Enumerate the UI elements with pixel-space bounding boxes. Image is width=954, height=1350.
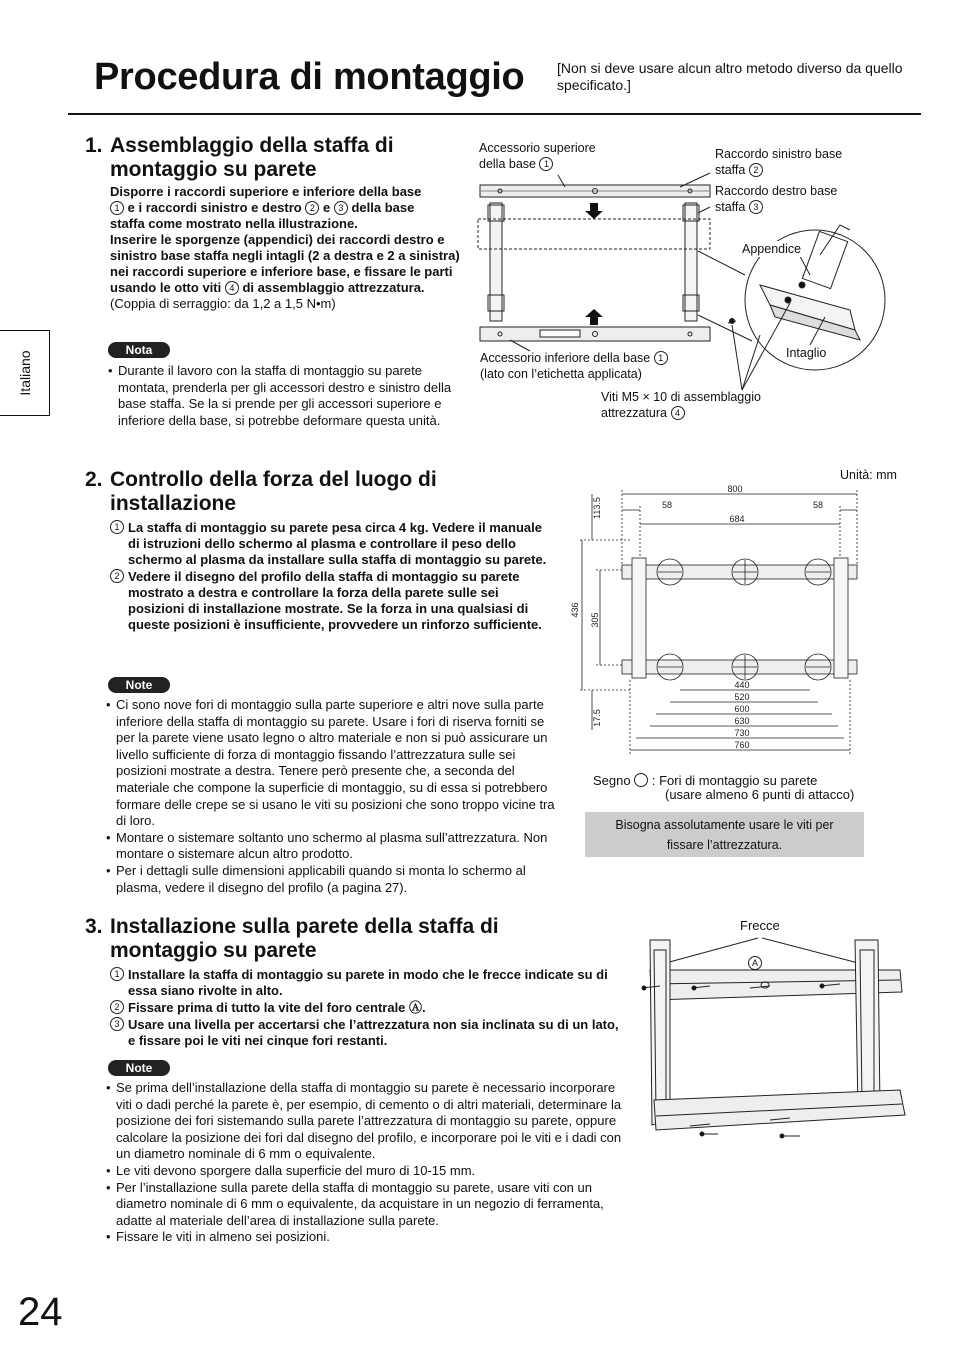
dim-436: 436 — [570, 602, 580, 618]
title-rule — [68, 113, 921, 115]
dim-800: 800 — [727, 484, 743, 494]
section-1-text-4: Inserire le sporgenze (appendici) dei raccordi destro e sinistro base staffa negli intagli (2 a destra e 2 a sinistra) nei raccordi superiore e inferiore base, e fissare le parti usando le otto viti — [110, 232, 460, 295]
note-item: • Fissare le viti in almeno sei posizioni. — [106, 1229, 628, 1246]
page-title: Procedura di montaggio — [94, 56, 525, 98]
page-subtitle: [Non si deve usare alcun altro metodo diverso da quello specificato.] — [557, 60, 903, 93]
label-screws-line1: Viti M5 × 10 di assemblaggio — [601, 390, 761, 404]
section-2-heading — [85, 468, 505, 516]
marker-1: 1 — [539, 157, 553, 171]
section-1-notes — [108, 363, 460, 429]
dim-58-left: 58 — [661, 500, 673, 510]
note-item: • Ci sono nove fori di montaggio sulla parte superiore e altri nove sulla parte inferiore della staffa di montaggio su parete. Usare i fori di riserva forniti se per la parete viene usato legno o altro materiale e non si può assicurare un livello sufficiente di forza di montaggio fissando l’attrezzatura sulle sei posizioni mostrate a destra. Tenere però presente che, a seconda del materiale che compone la superficie di montaggio, su di essa si potrebbero formare delle crepe se si usano le viti su posizioni che sono troppo vicine tra di loro. — [106, 697, 556, 830]
label-left-fitting-line1: Raccordo sinistro base — [715, 147, 843, 161]
section-1-text-3: staffa come mostrato nella illustrazione. — [110, 216, 358, 231]
section-3-title: Installazione sulla parete della staffa di montaggio su parete — [110, 915, 499, 962]
label-right-fitting-line1: Raccordo destro base — [715, 184, 838, 198]
section-1-heading — [85, 134, 465, 182]
step-text: Installare la staffa di montaggio su parete in modo che le frecce indicate su di essa siano rivolte in alto. — [128, 967, 608, 998]
marker-a: A — [748, 956, 762, 970]
marker-4: 4 — [225, 281, 239, 295]
section-1-note-badge — [108, 341, 170, 359]
warning-line-1: Bisogna assolutamente usare le viti per — [615, 818, 834, 832]
section-1-title: Assemblaggio della staffa di montaggio su parete — [110, 134, 394, 181]
label-bottom-accessory-line1: Accessorio inferiore della base — [480, 351, 651, 365]
page-number: 24 — [18, 1290, 63, 1334]
note-item: • Montare o sistemare soltanto uno schermo al plasma sull’attrezzatura. Non montare o sistemare alcun altro prodotto. — [106, 830, 556, 863]
step-text: Fissare prima di tutto la vite del foro centrale Ⓐ. — [128, 1000, 426, 1015]
language-tab-label: Italiano — [16, 350, 33, 396]
label-intaglio: Intaglio — [786, 346, 827, 360]
label-top-accessory-line2: della base — [479, 157, 536, 171]
label-screws — [601, 389, 761, 421]
step-item — [110, 1000, 628, 1016]
note-item: • Per i dettagli sulle dimensioni applicabili quando si monta lo schermo al plasma, vedere il disegno del profilo (a pagina 27). — [106, 863, 556, 896]
marker-1: 1 — [654, 351, 668, 365]
note-label: Note — [108, 677, 170, 693]
step-marker: 2 — [110, 1000, 124, 1014]
section-1-text-1: Disporre i raccordi superiore e inferiore della base — [110, 184, 422, 199]
note-item: • Durante il lavoro con la staffa di montaggio su parete montata, prenderla per gli accessori destro e sinistro della base staffa. Se la si prende per gli accessori superiore e inferiore della base, si potrebbe deformare questa unità. — [108, 363, 460, 429]
dim-520: 520 — [734, 692, 750, 702]
section-1-text-2-end: della base — [351, 200, 415, 215]
label-right-fitting-line2: staffa — [715, 200, 746, 214]
marker-1: 1 — [110, 201, 124, 215]
marker-3: 3 — [749, 200, 763, 214]
language-tab — [0, 330, 50, 416]
label-bottom-accessory — [480, 350, 668, 382]
step-text: Usare una livella per accertarsi che l’attrezzatura non sia inclinata su di un lato, e fissare poi le viti nei cinque fori restanti. — [128, 1017, 619, 1048]
section-2-title: Controllo della forza del luogo di installazione — [110, 468, 437, 515]
marker-4: 4 — [671, 406, 685, 420]
bracket-profile-drawing — [570, 480, 880, 770]
step-text: La staffa di montaggio su parete pesa circa 4 kg. Vedere il manuale di istruzioni dello schermo al plasma e controllare il peso dello schermo al plasma da installare sulla staffa di montaggio su parete. — [128, 520, 547, 567]
warning-line-2: fissare l’attrezzatura. — [666, 838, 783, 852]
section-2-steps — [110, 520, 553, 633]
section-1-text-2: e i raccordi sinistro e destro — [127, 200, 302, 215]
note-label: Nota — [108, 342, 170, 358]
label-right-fitting — [715, 183, 837, 215]
note-item: • Le viti devono sporgere dalla superficie del muro di 10-15 mm. — [106, 1163, 628, 1180]
section-2-notes — [106, 697, 556, 896]
section-1-instructions — [110, 184, 460, 312]
marker-2: 2 — [305, 201, 319, 215]
step-marker: 3 — [110, 1017, 124, 1031]
label-top-accessory-line1: Accessorio superiore — [479, 141, 596, 155]
step-text: Vedere il disegno del profilo della staffa di montaggio su parete mostrato a destra e controllare la forza della parete sulle sei posizioni di installazione mostrate. Se la forza in una qualsiasi di queste posizioni è insufficiente, provvedere un rinforzo sufficiente. — [128, 569, 542, 632]
dim-630: 630 — [734, 716, 750, 726]
label-top-accessory — [479, 140, 596, 172]
section-3-note-badge — [108, 1059, 170, 1077]
dim-17-5: 17.5 — [592, 709, 602, 727]
step-marker: 1 — [110, 520, 124, 534]
label-frecce: Frecce — [740, 918, 780, 933]
section-1-text-and: e — [323, 200, 331, 215]
section-3-steps — [110, 967, 628, 1049]
legend-text-1: : Fori di montaggio su parete — [651, 773, 818, 788]
dim-730: 730 — [734, 728, 750, 738]
circle-icon — [634, 773, 648, 787]
step-item — [110, 520, 553, 568]
section-3-notes — [106, 1080, 628, 1246]
label-bottom-accessory-line2: (lato con l’etichetta applicata) — [480, 367, 642, 381]
note-item: • Per l’installazione sulla parete della staffa di montaggio su parete, usare viti con un diametro nominale di 6 mm o equivalente, da acquistare in un negozio di ferramenta, adatte al materiale dell’area di installazione sulla parete. — [106, 1180, 628, 1230]
dim-58-right: 58 — [812, 500, 824, 510]
section-3-heading — [85, 915, 605, 963]
section-1-number: 1. — [85, 134, 103, 157]
step-item — [110, 569, 553, 633]
marker-2: 2 — [749, 163, 763, 177]
note-label: Note — [108, 1060, 170, 1076]
label-screws-line2: attrezzatura — [601, 406, 668, 420]
step-item — [110, 1017, 628, 1049]
marker-3: 3 — [334, 201, 348, 215]
step-marker: 1 — [110, 967, 124, 981]
wall-install-drawing — [630, 930, 920, 1150]
dim-760: 760 — [734, 740, 750, 750]
step-marker: 2 — [110, 569, 124, 583]
legend-segno: Segno — [593, 773, 631, 788]
legend-text-2: (usare almeno 6 punti di attacco) — [665, 787, 855, 802]
dim-600: 600 — [734, 704, 750, 714]
section-1-text-4-end: di assemblaggio attrezzatura. — [242, 280, 425, 295]
step-item — [110, 967, 628, 999]
label-left-fitting — [715, 146, 842, 178]
section-2-note-badge — [108, 676, 170, 694]
torque-note: (Coppia di serraggio: da 1,2 a 1,5 N•m) — [110, 296, 336, 311]
section-3-number: 3. — [85, 915, 103, 938]
note-item: • Se prima dell’installazione della staffa di montaggio su parete è necessario incorporare viti o dadi perché la parete è, per esempio, di cemento o di altri materiali, determinare la posizione dei fori sistemando sulla parete l’attrezzatura di montaggio su parete, oppure calcolare la posizione dei fori dal disegno del profilo, e incorporare poi le viti e i dadi con un diametro nominale di 6 mm o equivalente. — [106, 1080, 628, 1163]
warning-box — [585, 812, 864, 857]
section-2-number: 2. — [85, 468, 103, 491]
dim-684: 684 — [729, 514, 745, 524]
dim-113-5: 113.5 — [592, 497, 602, 519]
label-left-fitting-line2: staffa — [715, 163, 746, 177]
label-appendice: Appendice — [742, 242, 802, 256]
dim-305: 305 — [590, 612, 600, 628]
unit-label: Unità: mm — [840, 468, 897, 482]
dim-440: 440 — [734, 680, 750, 690]
